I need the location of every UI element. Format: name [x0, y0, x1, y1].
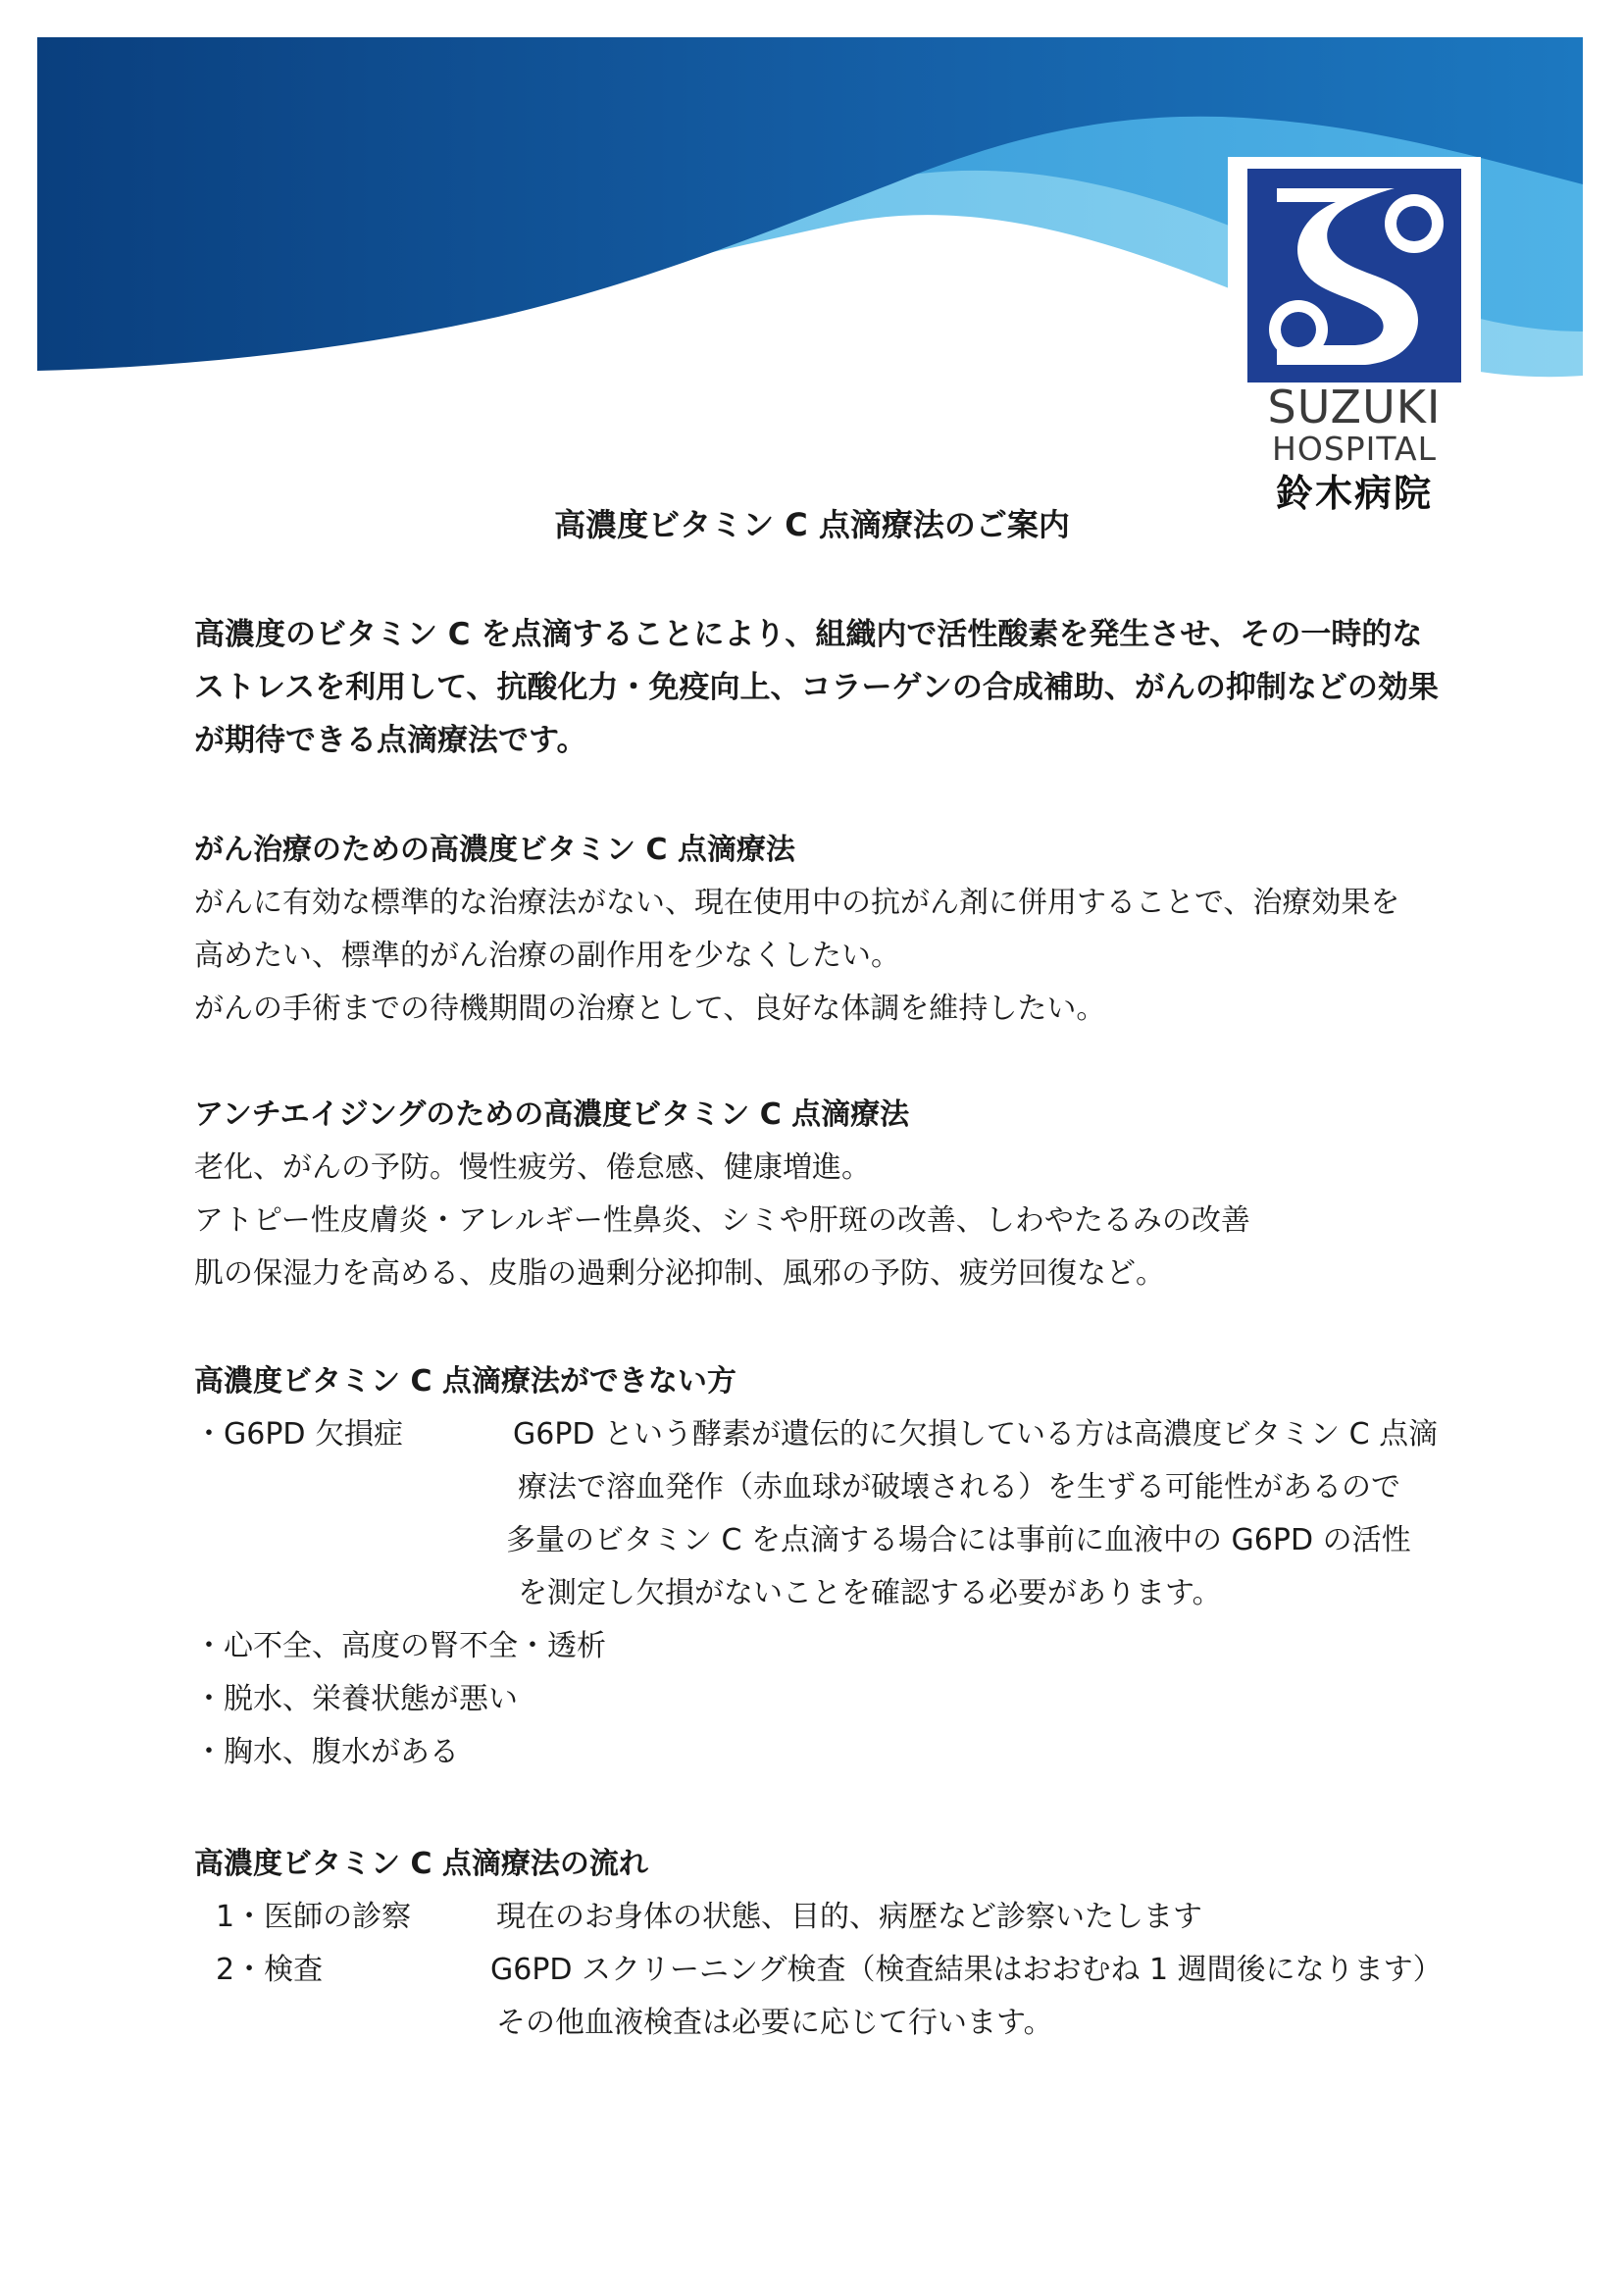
- g6pd-continuation: [194, 1461, 1469, 1514]
- logo-text-japanese: 鈴木病院: [1275, 472, 1433, 515]
- contraindication-item: ・心不全、高度の腎不全・透析: [194, 1629, 606, 1663]
- section-antiaging: [194, 1089, 1469, 1300]
- section-contraindications-heading: 高濃度ビタミン C 点滴療法ができない方: [194, 1364, 736, 1399]
- s-emblem-icon: [1247, 169, 1461, 382]
- flow-step-1-label: 1・医師の診察: [216, 1900, 412, 1934]
- contraindication-item: ・脱水、栄養状態が悪い: [194, 1682, 518, 1716]
- section-cancer-line: がんの手術までの待機期間の治療として、良好な体調を維持したい。: [194, 992, 1106, 1026]
- section-antiaging-line: 老化、がんの予防。慢性疲労、倦怠感、健康増進。: [194, 1150, 871, 1185]
- contraindication-item: ・胸水、腹水がある: [194, 1735, 459, 1769]
- g6pd-continuation: [194, 1514, 1469, 1567]
- intro-paragraph: 高濃度のビタミン C を点滴することにより、組織内で活性酸素を発生させ、その一時的なストレスを利用して、抗酸化力・免疫向上、コラーゲンの合成補助、がんの抑制などの効果が期待できる点滴療法です。: [194, 617, 1439, 758]
- flow-step-2-text: G6PD スクリーニング検査（検査結果はおおむね 1 週間後になります）: [490, 1953, 1443, 1987]
- flow-step-2-text: その他血液検査は必要に応じて行います。: [496, 2006, 1053, 2040]
- section-flow-heading: 高濃度ビタミン C 点滴療法の流れ: [194, 1847, 648, 1881]
- g6pd-text-line: 療法で溶血発作（赤血球が破壊される）を生ずる可能性があるので: [518, 1470, 1400, 1504]
- section-cancer-line: がんに有効な標準的な治療法がない、現在使用中の抗がん剤に併用することで、治療効果を: [194, 886, 1400, 920]
- g6pd-label: ・G6PD 欠損症: [194, 1417, 404, 1452]
- section-cancer-line: 高めたい、標準的がん治療の副作用を少なくしたい。: [194, 939, 900, 973]
- section-contraindications: [194, 1355, 1469, 1779]
- flow-step-2: [194, 1944, 1469, 1997]
- flow-step-1-text: 現在のお身体の状態、目的、病歴など診察いたします: [496, 1900, 1202, 1934]
- flow-step-2-label: 2・検査: [216, 1953, 324, 1987]
- g6pd-text-line: G6PD という酵素が遺伝的に欠損している方は高濃度ビタミン C 点滴: [513, 1417, 1439, 1452]
- flow-step-2-continuation: [194, 1997, 1469, 2050]
- section-cancer-heading: がん治療のための高濃度ビタミン C 点滴療法: [194, 833, 795, 867]
- section-antiaging-heading: アンチエイジングのための高濃度ビタミン C 点滴療法: [194, 1097, 910, 1132]
- logo-text-hospital: HOSPITAL: [1272, 430, 1437, 468]
- section-cancer: [194, 824, 1469, 1036]
- section-antiaging-line: 肌の保湿力を高める、皮脂の過剰分泌抑制、風邪の予防、疲労回復など。: [194, 1256, 1165, 1291]
- hospital-logo: [1228, 157, 1481, 515]
- g6pd-text-line: 多量のビタミン C を点滴する場合には事前に血液中の G6PD の活性: [506, 1523, 1411, 1557]
- section-antiaging-line: アトピー性皮膚炎・アレルギー性鼻炎、シミや肝斑の改善、しわやたるみの改善: [194, 1203, 1250, 1238]
- g6pd-text-line: を測定し欠損がないことを確認する必要があります。: [518, 1576, 1222, 1610]
- page-title: 高濃度ビタミン C 点滴療法のご案内: [554, 506, 1070, 543]
- section-flow: [194, 1838, 1469, 2050]
- g6pd-continuation: [194, 1567, 1469, 1620]
- g6pd-row: [194, 1408, 1469, 1461]
- logo-text-suzuki: SUZUKI: [1267, 381, 1442, 433]
- flow-step-1: [194, 1891, 1469, 1944]
